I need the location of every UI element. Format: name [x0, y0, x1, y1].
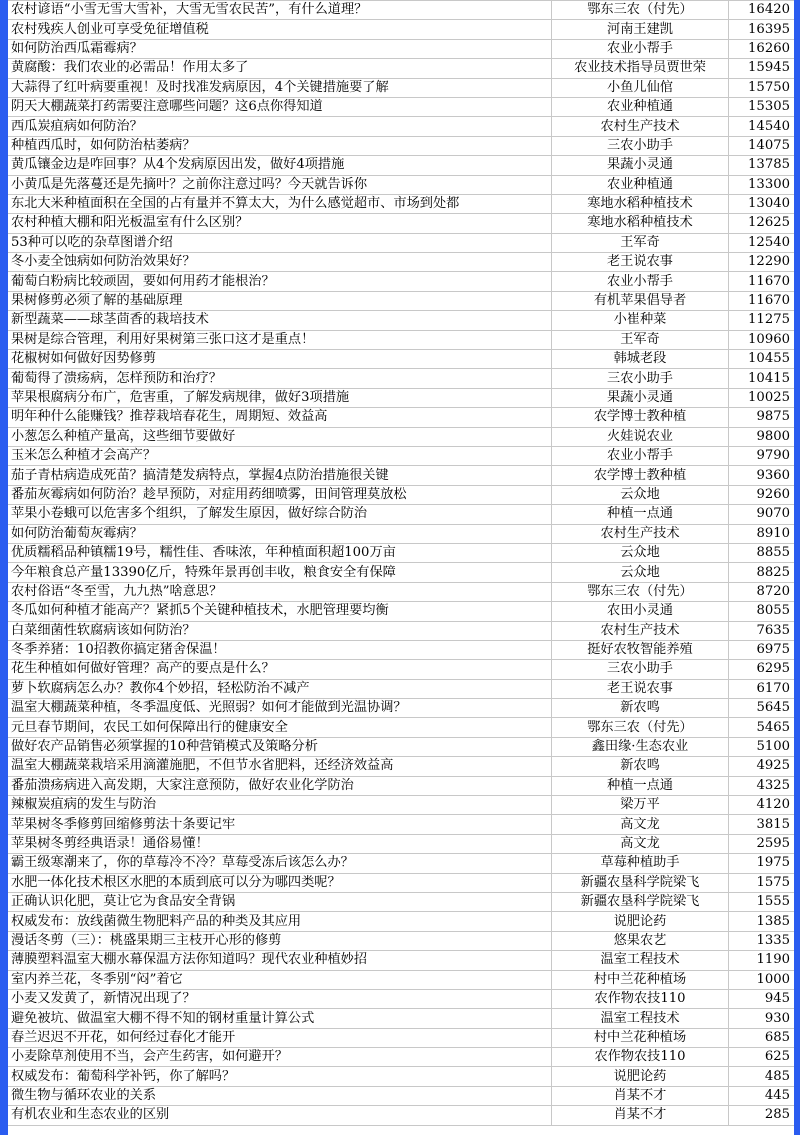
cell-author[interactable]: 农业种植通 [552, 97, 729, 116]
cell-author[interactable]: 云众地 [552, 563, 729, 582]
cell-article-title[interactable]: 种植西瓜时，如何防治枯萎病？ [8, 136, 552, 155]
cell-view-count[interactable]: 1385 [729, 912, 795, 931]
table-row [8, 233, 794, 252]
cell-author[interactable]: 农业种植通 [552, 175, 729, 194]
cell-article-title[interactable]: 苹果树冬季修剪回缩修剪法十条要记牢 [8, 815, 552, 834]
cell-view-count[interactable]: 930 [729, 1009, 795, 1028]
cell-view-count[interactable]: 10960 [729, 330, 795, 349]
cell-article-title[interactable]: 玉米怎么种植才会高产？ [8, 446, 552, 465]
table-row [8, 291, 794, 310]
cell-article-title[interactable]: 权威发布：放线菌微生物肥料产品的种类及其应用 [8, 912, 552, 931]
table-row [8, 640, 794, 659]
cell-article-title[interactable]: 花生种植如何做好管理？高产的要点是什么？ [8, 660, 552, 679]
cell-article-title[interactable]: 53种可以吃的杂草图谱介绍 [8, 233, 552, 252]
cell-author[interactable]: 农业小帮手 [552, 446, 729, 465]
cell-view-count[interactable]: 4325 [729, 776, 795, 795]
cell-view-count[interactable]: 685 [729, 1028, 795, 1047]
table-row [8, 796, 794, 815]
cell-view-count[interactable]: 13300 [729, 175, 795, 194]
cell-article-title[interactable]: 漫话冬剪（三）：桃盛果期三主枝开心形的修剪 [8, 931, 552, 950]
cell-article-title[interactable]: 黄腐酸：我们农业的必需品！作用太多了 [8, 59, 552, 78]
table-row [8, 524, 794, 543]
cell-article-title[interactable]: 果树修剪必须了解的基础原理 [8, 291, 552, 310]
cell-author[interactable]: 果蔬小灵通 [552, 156, 729, 175]
cell-author[interactable]: 新疆农垦科学院梁飞 [552, 892, 729, 911]
cell-view-count[interactable]: 15305 [729, 97, 795, 116]
cell-author[interactable]: 农学博士教种植 [552, 408, 729, 427]
cell-article-title[interactable]: 小黄瓜是先落蔓还是先摘叶？之前你注意过吗？今天就告诉你 [8, 175, 552, 194]
cell-view-count[interactable]: 14540 [729, 117, 795, 136]
table-row [8, 951, 794, 970]
cell-author[interactable]: 鑫田缘·生态农业 [552, 737, 729, 756]
cell-author[interactable]: 老王说农事 [552, 253, 729, 272]
cell-author[interactable]: 鄂东三农（付先） [552, 582, 729, 601]
cell-author[interactable]: 高文龙 [552, 834, 729, 853]
table-row [8, 563, 794, 582]
table-row [8, 253, 794, 272]
cell-author[interactable]: 新农鸣 [552, 757, 729, 776]
cell-article-title[interactable]: 阴天大棚蔬菜打药需要注意哪些问题？这6点你得知道 [8, 97, 552, 116]
table-row [8, 931, 794, 950]
table-row [8, 485, 794, 504]
table-row [8, 970, 794, 989]
cell-article-title[interactable]: 水肥一体化技术根区水肥的本质到底可以分为哪四类呢？ [8, 873, 552, 892]
cell-view-count[interactable]: 945 [729, 989, 795, 1008]
cell-view-count[interactable]: 16420 [729, 1, 795, 20]
table-row [8, 214, 794, 233]
cell-view-count[interactable]: 7635 [729, 621, 795, 640]
cell-article-title[interactable]: 今年粮食总产量13390亿斤，特殊年景再创丰收，粮食安全有保障 [8, 563, 552, 582]
cell-view-count[interactable]: 6975 [729, 640, 795, 659]
cell-author[interactable]: 三农小助手 [552, 369, 729, 388]
table-row [8, 1106, 794, 1125]
table-row [8, 854, 794, 873]
cell-author[interactable]: 种植一点通 [552, 505, 729, 524]
table-row [8, 505, 794, 524]
cell-view-count[interactable]: 2595 [729, 834, 795, 853]
table-row [8, 1028, 794, 1047]
table-row [8, 175, 794, 194]
table-row [8, 873, 794, 892]
cell-author[interactable]: 小鱼儿仙倌 [552, 78, 729, 97]
cell-view-count[interactable]: 6295 [729, 660, 795, 679]
cell-view-count[interactable]: 8720 [729, 582, 795, 601]
cell-author[interactable]: 村中兰花种植场 [552, 1028, 729, 1047]
cell-view-count[interactable]: 1975 [729, 854, 795, 873]
cell-article-title[interactable]: 优质糯稻品种镇糯19号，糯性佳、香味浓，年种植面积超100万亩 [8, 543, 552, 562]
table-row [8, 311, 794, 330]
cell-article-title[interactable]: 苹果树冬剪经典语录！通俗易懂！ [8, 834, 552, 853]
cell-view-count[interactable]: 12290 [729, 253, 795, 272]
cell-view-count[interactable]: 11670 [729, 272, 795, 291]
table-row [8, 989, 794, 1008]
cell-author[interactable]: 韩城老段 [552, 350, 729, 369]
cell-author[interactable]: 王军奇 [552, 330, 729, 349]
table-row [8, 699, 794, 718]
cell-article-title[interactable]: 温室大棚蔬菜种植，冬季温度低、光照弱？如何才能做到光温协调？ [8, 699, 552, 718]
cell-view-count[interactable]: 445 [729, 1086, 795, 1105]
cell-article-title[interactable]: 番茄溃疡病进入高发期，大家注意预防，做好农业化学防治 [8, 776, 552, 795]
cell-author[interactable]: 有机苹果倡导者 [552, 291, 729, 310]
cell-article-title[interactable]: 大蒜得了红叶病要重视！及时找准发病原因，4个关键措施要了解 [8, 78, 552, 97]
table-row [8, 136, 794, 155]
cell-article-title[interactable]: 权威发布：葡萄科学补钙，你了解吗？ [8, 1067, 552, 1086]
cell-author[interactable]: 说肥论药 [552, 912, 729, 931]
cell-view-count[interactable]: 11275 [729, 311, 795, 330]
cell-view-count[interactable]: 14075 [729, 136, 795, 155]
cell-author[interactable]: 果蔬小灵通 [552, 388, 729, 407]
cell-view-count[interactable]: 9800 [729, 427, 795, 446]
cell-view-count[interactable]: 485 [729, 1067, 795, 1086]
cell-author[interactable]: 农业小帮手 [552, 272, 729, 291]
cell-author[interactable]: 草莓种植助手 [552, 854, 729, 873]
cell-view-count[interactable]: 1555 [729, 892, 795, 911]
cell-view-count[interactable]: 15945 [729, 59, 795, 78]
table-row [8, 660, 794, 679]
table-row [8, 757, 794, 776]
cell-article-title[interactable]: 正确认识化肥，莫让它为食品安全背锅 [8, 892, 552, 911]
table-row [8, 388, 794, 407]
cell-article-title[interactable]: 葡萄得了溃疡病，怎样预防和治疗？ [8, 369, 552, 388]
cell-view-count[interactable]: 9875 [729, 408, 795, 427]
article-stats-table [8, 0, 794, 1126]
cell-view-count[interactable]: 9790 [729, 446, 795, 465]
cell-author[interactable]: 小崔种菜 [552, 311, 729, 330]
table-row [8, 1009, 794, 1028]
table-row [8, 815, 794, 834]
cell-article-title[interactable]: 冬小麦全蚀病如何防治效果好？ [8, 253, 552, 272]
table-row [8, 1048, 794, 1067]
cell-view-count[interactable]: 15750 [729, 78, 795, 97]
cell-view-count[interactable]: 12625 [729, 214, 795, 233]
cell-view-count[interactable]: 1335 [729, 931, 795, 950]
table-row [8, 350, 794, 369]
table-body [8, 1, 794, 1126]
cell-view-count[interactable]: 16395 [729, 20, 795, 39]
cell-article-title[interactable]: 农村俗语“冬至雪，九九热”啥意思？ [8, 582, 552, 601]
cell-author[interactable]: 老王说农事 [552, 679, 729, 698]
table-row [8, 892, 794, 911]
cell-author[interactable]: 农业小帮手 [552, 39, 729, 58]
cell-view-count[interactable]: 4120 [729, 796, 795, 815]
cell-author[interactable]: 肖某不才 [552, 1086, 729, 1105]
table-row [8, 330, 794, 349]
cell-article-title[interactable]: 农村谚语“小雪无雪大雪补，大雪无雪农民苦”，有什么道理？ [8, 1, 552, 20]
table-row [8, 97, 794, 116]
table-row [8, 466, 794, 485]
cell-author[interactable]: 种植一点通 [552, 776, 729, 795]
cell-view-count[interactable]: 9360 [729, 466, 795, 485]
cell-view-count[interactable]: 5100 [729, 737, 795, 756]
cell-author[interactable]: 农村生产技术 [552, 524, 729, 543]
spreadsheet [8, 0, 794, 1135]
cell-view-count[interactable]: 10455 [729, 350, 795, 369]
table-row [8, 427, 794, 446]
cell-author[interactable]: 三农小助手 [552, 136, 729, 155]
cell-article-title[interactable]: 元旦春节期间，农民工如何保障出行的健康安全 [8, 718, 552, 737]
cell-view-count[interactable]: 11670 [729, 291, 795, 310]
cell-author[interactable]: 寒地水稻种植技术 [552, 214, 729, 233]
cell-article-title[interactable]: 辣椒炭疽病的发生与防治 [8, 796, 552, 815]
table-row [8, 20, 794, 39]
cell-article-title[interactable]: 春兰迟迟不开花，如何经过春化才能开 [8, 1028, 552, 1047]
cell-article-title[interactable]: 葡萄白粉病比较顽固，要如何用药才能根治？ [8, 272, 552, 291]
table-row [8, 446, 794, 465]
cell-article-title[interactable]: 黄瓜镶金边是咋回事？从4个发病原因出发，做好4项措施 [8, 156, 552, 175]
table-row [8, 1086, 794, 1105]
cell-view-count[interactable]: 1190 [729, 951, 795, 970]
cell-author[interactable]: 农村生产技术 [552, 117, 729, 136]
cell-article-title[interactable]: 温室大棚蔬菜栽培采用滴灌施肥，不但节水省肥料，还经济效益高 [8, 757, 552, 776]
cell-article-title[interactable]: 避免被坑、做温室大棚不得不知的钢材重量计算公式 [8, 1009, 552, 1028]
table-row [8, 776, 794, 795]
cell-author[interactable]: 云众地 [552, 543, 729, 562]
cell-article-title[interactable]: 果树是综合管理，利用好果树第三张口这才是重点！ [8, 330, 552, 349]
cell-author[interactable]: 温室工程技术 [552, 951, 729, 970]
cell-view-count[interactable]: 16260 [729, 39, 795, 58]
cell-view-count[interactable]: 10025 [729, 388, 795, 407]
table-row [8, 1067, 794, 1086]
table-row [8, 272, 794, 291]
cell-author[interactable]: 农田小灵通 [552, 602, 729, 621]
cell-author[interactable]: 挺好农牧智能养殖 [552, 640, 729, 659]
table-row [8, 39, 794, 58]
table-row [8, 737, 794, 756]
cell-author[interactable]: 梁万平 [552, 796, 729, 815]
cell-author[interactable]: 三农小助手 [552, 660, 729, 679]
cell-view-count[interactable]: 9260 [729, 485, 795, 504]
cell-article-title[interactable]: 小麦又发黄了，新情况出现了？ [8, 989, 552, 1008]
table-row [8, 78, 794, 97]
cell-article-title[interactable]: 番茄灰霉病如何防治？趁早预防，对症用药细喷雾，田间管理莫放松 [8, 485, 552, 504]
table-row [8, 369, 794, 388]
cell-author[interactable]: 高文龙 [552, 815, 729, 834]
cell-author[interactable]: 农学博士教种植 [552, 466, 729, 485]
cell-view-count[interactable]: 625 [729, 1048, 795, 1067]
cell-author[interactable]: 河南王建凯 [552, 20, 729, 39]
cell-article-title[interactable]: 东北大米种植面积在全国的占有量并不算太大，为什么感觉超市、市场到处都 [8, 194, 552, 213]
cell-author[interactable]: 新农鸣 [552, 699, 729, 718]
cell-article-title[interactable]: 冬瓜如何种植才能高产？紧抓5个关键种植技术，水肥管理要均衡 [8, 602, 552, 621]
cell-author[interactable]: 农村生产技术 [552, 621, 729, 640]
cell-view-count[interactable]: 13785 [729, 156, 795, 175]
cell-article-title[interactable]: 白菜细菌性软腐病该如何防治？ [8, 621, 552, 640]
cell-author[interactable]: 鄂东三农（付先） [552, 1, 729, 20]
cell-view-count[interactable]: 10415 [729, 369, 795, 388]
cell-author[interactable]: 农作物农技110 [552, 989, 729, 1008]
cell-view-count[interactable]: 9070 [729, 505, 795, 524]
cell-article-title[interactable]: 苹果小卷蛾可以危害多个组织，了解发生原因，做好综合防治 [8, 505, 552, 524]
cell-article-title[interactable]: 花椒树如何做好因势修剪 [8, 350, 552, 369]
cell-article-title[interactable]: 霸王级寒潮来了，你的草莓冷不冷？草莓受冻后该怎么办？ [8, 854, 552, 873]
cell-view-count[interactable]: 8825 [729, 563, 795, 582]
cell-view-count[interactable]: 4925 [729, 757, 795, 776]
cell-author[interactable]: 温室工程技术 [552, 1009, 729, 1028]
cell-article-title[interactable]: 新型蔬菜——球茎茴香的栽培技术 [8, 311, 552, 330]
table-row [8, 543, 794, 562]
cell-view-count[interactable]: 6170 [729, 679, 795, 698]
cell-article-title[interactable]: 苹果根腐病分布广，危害重，了解发病规律，做好3项措施 [8, 388, 552, 407]
cell-author[interactable]: 肖某不才 [552, 1106, 729, 1125]
cell-article-title[interactable]: 萝卜软腐病怎么办？教你4个妙招，轻松防治不减产 [8, 679, 552, 698]
cell-author[interactable]: 农业技术指导员贾世荣 [552, 59, 729, 78]
cell-view-count[interactable]: 8055 [729, 602, 795, 621]
cell-article-title[interactable]: 小葱怎么种植产量高，这些细节要做好 [8, 427, 552, 446]
cell-article-title[interactable]: 室内养兰花，冬季别“闷”着它 [8, 970, 552, 989]
table-row [8, 408, 794, 427]
cell-view-count[interactable]: 3815 [729, 815, 795, 834]
cell-article-title[interactable]: 农村种植大棚和阳光板温室有什么区别？ [8, 214, 552, 233]
cell-view-count[interactable]: 12540 [729, 233, 795, 252]
cell-view-count[interactable]: 5645 [729, 699, 795, 718]
cell-view-count[interactable]: 8855 [729, 543, 795, 562]
cell-author[interactable]: 农作物农技110 [552, 1048, 729, 1067]
table-row [8, 194, 794, 213]
table-row [8, 621, 794, 640]
cell-article-title[interactable]: 做好农产品销售必须掌握的10种营销模式及策略分析 [8, 737, 552, 756]
cell-author[interactable]: 悠果农艺 [552, 931, 729, 950]
cell-article-title[interactable]: 西瓜炭疽病如何防治？ [8, 117, 552, 136]
cell-article-title[interactable]: 如何防治葡萄灰霉病？ [8, 524, 552, 543]
cell-article-title[interactable]: 明年种什么能赚钱？推荐栽培春花生，周期短、效益高 [8, 408, 552, 427]
cell-view-count[interactable]: 8910 [729, 524, 795, 543]
cell-view-count[interactable]: 13040 [729, 194, 795, 213]
table-row [8, 679, 794, 698]
cell-view-count[interactable]: 5465 [729, 718, 795, 737]
cell-article-title[interactable]: 微生物与循环农业的关系 [8, 1086, 552, 1105]
cell-article-title[interactable]: 冬季养猪：10招教你搞定猪舍保温！ [8, 640, 552, 659]
cell-view-count[interactable]: 1575 [729, 873, 795, 892]
cell-author[interactable]: 新疆农垦科学院梁飞 [552, 873, 729, 892]
cell-author[interactable]: 火娃说农业 [552, 427, 729, 446]
cell-author[interactable]: 寒地水稻种植技术 [552, 194, 729, 213]
cell-author[interactable]: 鄂东三农（付先） [552, 718, 729, 737]
table-row [8, 156, 794, 175]
cell-author[interactable]: 说肥论药 [552, 1067, 729, 1086]
table-row [8, 59, 794, 78]
table-row [8, 1, 794, 20]
cell-author[interactable]: 村中兰花种植场 [552, 970, 729, 989]
table-row [8, 912, 794, 931]
cell-article-title[interactable]: 茄子青枯病造成死苗？搞清楚发病特点，掌握4点防治措施很关键 [8, 466, 552, 485]
table-row [8, 834, 794, 853]
cell-author[interactable]: 王军奇 [552, 233, 729, 252]
cell-article-title[interactable]: 如何防治西瓜霜霉病？ [8, 39, 552, 58]
cell-article-title[interactable]: 薄膜塑料温室大棚水幕保温方法你知道吗？现代农业种植妙招 [8, 951, 552, 970]
cell-article-title[interactable]: 小麦除草剂使用不当，会产生药害，如何避开？ [8, 1048, 552, 1067]
cell-article-title[interactable]: 有机农业和生态农业的区别 [8, 1106, 552, 1125]
cell-author[interactable]: 云众地 [552, 485, 729, 504]
table-row [8, 602, 794, 621]
table-row [8, 117, 794, 136]
table-row [8, 582, 794, 601]
cell-view-count[interactable]: 285 [729, 1106, 795, 1125]
cell-article-title[interactable]: 农村残疾人创业可享受免征增值税 [8, 20, 552, 39]
cell-view-count[interactable]: 1000 [729, 970, 795, 989]
table-row [8, 718, 794, 737]
